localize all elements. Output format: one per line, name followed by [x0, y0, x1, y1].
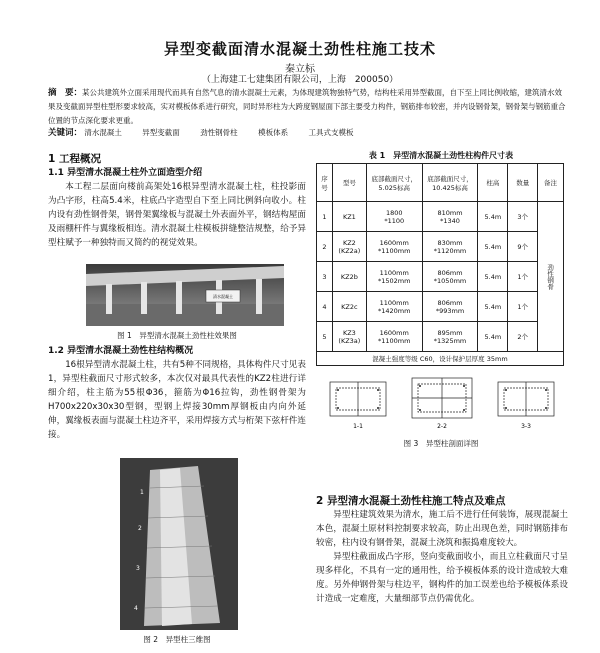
section2-para1: 异型柱建筑效果为清水，施工后不进行任何装饰，展现混凝土本色，混凝土原材料控制要求较高，防止出现色差，同时钢筋排布较密，柱内设有钢骨架，混凝土浇筑和振捣难度较大。: [316, 510, 568, 548]
table-cell: KZ3 (KZ3a): [332, 322, 366, 352]
figure-2-image: [120, 458, 238, 630]
figure-2-render: [120, 458, 238, 630]
table-cell: 1个: [508, 262, 538, 292]
table-remark: 劲性钢骨: [538, 202, 564, 352]
table-cell: 2个: [508, 322, 538, 352]
figure-1-render: [86, 264, 284, 326]
table-header: 备注: [538, 164, 564, 202]
keyword: 模板体系: [258, 128, 289, 137]
keyword: 异型变截面: [142, 128, 180, 137]
table-cell-line: 895mm: [437, 328, 463, 337]
table-cell: [422, 202, 478, 232]
section2-heading: 2 异型清水混凝土劲性柱施工特点及难点: [316, 495, 506, 507]
figure-3-label: 1-1: [353, 423, 363, 430]
table-cell: 2: [317, 232, 333, 262]
table-cell: [366, 202, 422, 232]
section1-2-heading: 1.2 异型清水混凝土劲性柱结构概况: [48, 346, 194, 356]
table-cell-line: *1050mm: [433, 276, 467, 285]
figure-3-label: 2-2: [437, 423, 447, 430]
keyword: 工具式支模板: [308, 128, 354, 137]
table-cell: KZ1: [332, 202, 366, 232]
table-cell: [422, 292, 478, 322]
table-header: 底部截面尺寸，5.025标高: [366, 164, 422, 202]
section1-1-para: 本工程二层面向楼前高架处16根异型清水混凝土柱，柱投影面为凸字形，柱高5.4米，柱底凸字造型自下至上同比例斜向收小。柱内设有劲性钢骨架，钢骨架翼缘板与混凝土外表面外平，钢结构屋面及雨棚杆件与翼缘板相连。清水混凝土柱模板拼缝整洁规整，给予异型柱赋予一种独特而又简约的视觉效果。: [48, 182, 306, 248]
table-cell-line: *1100mm: [377, 336, 411, 345]
keywords: [48, 126, 568, 138]
table-cell-line: *993mm: [435, 306, 465, 315]
table-header: 数量: [508, 164, 538, 202]
table-cell: [422, 262, 478, 292]
table-cell-line: 1100mm: [379, 268, 409, 277]
table-cell: 5.4m: [478, 292, 508, 322]
abstract-label: 摘 要：: [48, 88, 83, 98]
figure-2-label: 1: [140, 489, 144, 496]
table-footer: 混凝土强度等级 C60，设计保护层厚度 35mm: [317, 352, 564, 366]
table-cell-line: *1100mm: [377, 246, 411, 255]
affiliation: （上海建工七建集团有限公司，上海 200050）: [201, 75, 399, 85]
table-1: [316, 163, 564, 366]
author: 秦立标: [285, 64, 315, 75]
table-cell: KZ2b: [332, 262, 366, 292]
table-header: 型号: [332, 164, 366, 202]
right-column-bottom: [316, 494, 568, 606]
table-cell: [366, 292, 422, 322]
section1-1-heading: 1.1 异型清水混凝土柱外立面造型介绍: [48, 168, 203, 178]
table-cell-line: 1800: [385, 208, 403, 217]
section1-2-para: 16根异型清水混凝土柱，共有5种不同规格，具体构件尺寸见表1，异型柱截面尺寸形式较多，本次仅对最具代表性的KZ2柱进行详细介绍，柱主筋为55根Φ36，箍筋为Φ16拉钩，劲性钢骨架为H700x220x30x30型钢，型钢上焊接30mm厚钢板由内向外延伸，翼缘板表面与混凝土柱边齐平，采用焊接方式与桁架下弦杆件连接。: [48, 360, 306, 440]
table-header: 底部截面尺寸，10.425标高: [422, 164, 478, 202]
figure-3-caption: 图 3 异型柱剖面详图: [403, 439, 479, 448]
table-cell: 1个: [508, 292, 538, 322]
table-cell: [422, 232, 478, 262]
table-cell: [366, 262, 422, 292]
table-cell-line: 1600mm: [379, 238, 409, 247]
table-cell-line: 830mm: [437, 238, 463, 247]
table-cell: 3个: [508, 202, 538, 232]
table-header-row: [317, 164, 564, 202]
table-header: 柱高: [478, 164, 508, 202]
figure-3-image: [316, 368, 566, 432]
table-cell-line: 1600mm: [379, 328, 409, 337]
figure-1-image: [86, 264, 284, 326]
left-column-top: [48, 152, 306, 250]
paper-title: 异型变截面清水混凝土劲性柱施工技术: [163, 40, 436, 58]
table-cell: KZ2 (KZ2a): [332, 232, 366, 262]
table-cell-line: 810mm: [437, 208, 463, 217]
figure-1-caption: 图 1 异型清水混凝土劲性柱效果图: [117, 331, 237, 340]
figure-1-sign: 清水混凝土: [213, 294, 233, 299]
table-cell: 5.4m: [478, 202, 508, 232]
table-row: [317, 322, 564, 352]
table-cell: 1: [317, 202, 333, 232]
table-cell: 5.4m: [478, 322, 508, 352]
abstract: [48, 86, 568, 128]
table-cell-line: 806mm: [437, 298, 463, 307]
section1-heading: 1 工程概况: [48, 153, 101, 165]
table-cell: 5.4m: [478, 232, 508, 262]
left-column-mid: [48, 344, 306, 442]
table-cell: 4: [317, 292, 333, 322]
table-1-caption: 表 1 异型清水混凝土劲性柱构件尺寸表: [368, 151, 514, 160]
table-row: [317, 232, 564, 262]
table-row: [317, 292, 564, 322]
table-cell-line: *1502mm: [377, 276, 411, 285]
table-cell: [366, 232, 422, 262]
table-cell-line: *1340: [440, 216, 460, 225]
table-footer-row: [317, 352, 564, 366]
table-cell: 5.4m: [478, 262, 508, 292]
table-cell: 5: [317, 322, 333, 352]
keywords-label: 关键词：: [48, 128, 83, 138]
keyword: 劲性钢骨柱: [200, 128, 238, 137]
table-row: [317, 262, 564, 292]
table-cell-line: *1325mm: [433, 336, 467, 345]
table-cell: KZ2c: [332, 292, 366, 322]
table-header: 序号: [317, 164, 333, 202]
figure-2-label: 4: [134, 605, 138, 612]
figure-2-caption: 图 2 异型柱三维图: [143, 635, 211, 644]
table-cell-line: *1420mm: [377, 306, 411, 315]
table-cell: [422, 322, 478, 352]
figure-2-label: 3: [136, 565, 140, 572]
figure-3-label: 3-3: [521, 423, 531, 430]
abstract-text: 某公共建筑外立面采用现代而具有自然气息的清水混凝土元素，为体现建筑物独特气势，结构柱采用异型截面，自下至上同比例收缩，建筑清水效果及变截面异型柱型形要求较高，实对模板体系进行研究，同时异形柱为大跨度钢屋面下部主要受力构件，钢筋排布较密，并内设钢骨架，钢骨架与钢筋重合位置的节点深化要求更重。: [48, 88, 566, 125]
table-cell-line: 1100mm: [379, 298, 409, 307]
table-cell-line: *1120mm: [433, 246, 467, 255]
table-cell-line: 806mm: [437, 268, 463, 277]
section2-para2: 异型柱截面成凸字形，竖向变截面收小，而且立柱截面尺寸呈现多样化，不具有一定的通用性，给予模板体系的设计造成较大难度。另外伸钢骨架与柱边平，钢构件的加工误差也给予模板体系设计造成一定难度，大量细部节点仍需优化。: [316, 552, 568, 604]
table-row: [317, 202, 564, 232]
table-cell-line: *1100: [384, 216, 405, 225]
table-cell: [366, 322, 422, 352]
table-cell: 9个: [508, 232, 538, 262]
keyword: 清水混凝土: [84, 128, 122, 137]
figure-3-render: [316, 368, 566, 432]
figure-2-label: 2: [138, 525, 142, 532]
table-cell: 3: [317, 262, 333, 292]
